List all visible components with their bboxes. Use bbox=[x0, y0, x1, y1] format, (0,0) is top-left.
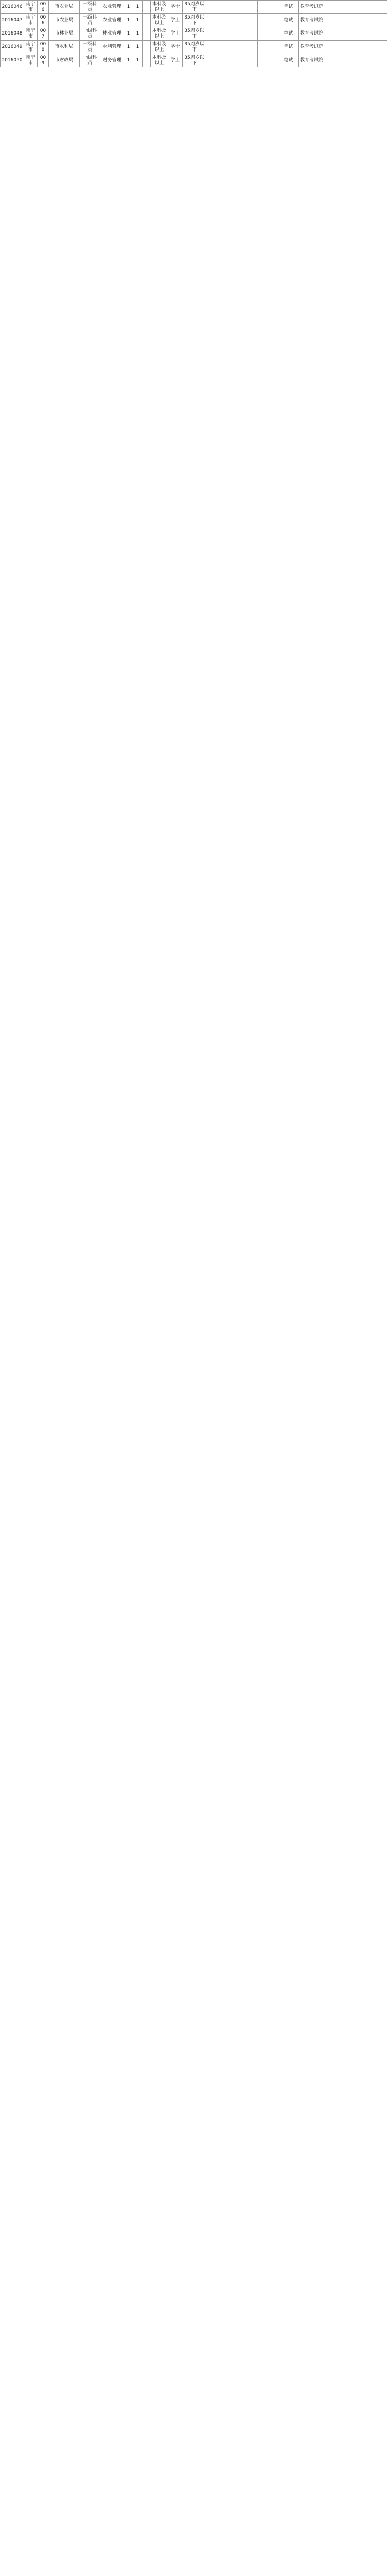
table-cell bbox=[206, 27, 237, 41]
table-cell: 笔试 bbox=[278, 1, 299, 14]
table-cell bbox=[143, 54, 151, 67]
table-cell bbox=[258, 27, 278, 41]
table-cell: 南宁市 bbox=[24, 14, 38, 27]
table-cell: 市农业局 bbox=[49, 14, 80, 27]
table-cell: 本科及以上 bbox=[151, 14, 168, 27]
table-cell: 南宁市 bbox=[24, 54, 38, 67]
table-row bbox=[1, 14, 387, 27]
table-cell: 1 bbox=[133, 41, 143, 54]
table-cell bbox=[237, 14, 258, 27]
table-cell: 1 bbox=[124, 27, 133, 41]
table-cell: 市水利局 bbox=[49, 41, 80, 54]
table-cell: 35周岁以下 bbox=[183, 14, 206, 27]
table-cell: 笔试 bbox=[278, 27, 299, 41]
table-cell: 1 bbox=[133, 1, 143, 14]
table-cell bbox=[206, 54, 237, 67]
table-cell bbox=[237, 1, 258, 14]
table-cell: 一级科员 bbox=[80, 14, 100, 27]
table-cell: 教育考试院 bbox=[299, 27, 387, 41]
table-cell: 水利管理 bbox=[100, 41, 124, 54]
table-cell: 教育考试院 bbox=[299, 41, 387, 54]
table-cell bbox=[143, 14, 151, 27]
table-cell: 1 bbox=[124, 54, 133, 67]
table-cell: 一级科员 bbox=[80, 1, 100, 14]
table-cell: 006 bbox=[38, 14, 49, 27]
table-cell: 学士 bbox=[168, 54, 183, 67]
table-cell: 2016047 bbox=[1, 14, 24, 27]
table-cell: 市林业局 bbox=[49, 27, 80, 41]
table-cell: 1 bbox=[124, 14, 133, 27]
table-cell: 南宁市 bbox=[24, 41, 38, 54]
position-table bbox=[0, 0, 387, 67]
table-cell bbox=[258, 1, 278, 14]
table-cell: 1 bbox=[133, 54, 143, 67]
table-cell bbox=[258, 41, 278, 54]
table-cell: 一级科员 bbox=[80, 54, 100, 67]
table-cell: 一级科员 bbox=[80, 41, 100, 54]
table-cell: 本科及以上 bbox=[151, 1, 168, 14]
table-cell: 1 bbox=[124, 1, 133, 14]
table-cell: 教育考试院 bbox=[299, 54, 387, 67]
table-cell bbox=[258, 54, 278, 67]
table-cell bbox=[143, 27, 151, 41]
table-cell bbox=[237, 27, 258, 41]
table-row bbox=[1, 54, 387, 67]
table-cell: 006 bbox=[38, 1, 49, 14]
table-cell: 35周岁以下 bbox=[183, 1, 206, 14]
table-cell: 学士 bbox=[168, 1, 183, 14]
table-cell: 2016048 bbox=[1, 27, 24, 41]
table-cell bbox=[206, 14, 237, 27]
table-cell: 009 bbox=[38, 54, 49, 67]
table-cell: 2016049 bbox=[1, 41, 24, 54]
table-cell bbox=[143, 1, 151, 14]
table-cell bbox=[258, 14, 278, 27]
table-cell bbox=[237, 54, 258, 67]
table-cell: 2016046 bbox=[1, 1, 24, 14]
table-cell: 笔试 bbox=[278, 54, 299, 67]
table-cell: 一级科员 bbox=[80, 27, 100, 41]
table-cell: 南宁市 bbox=[24, 1, 38, 14]
table-cell: 本科及以上 bbox=[151, 27, 168, 41]
table-cell: 笔试 bbox=[278, 14, 299, 27]
table-cell bbox=[237, 41, 258, 54]
table-row bbox=[1, 41, 387, 54]
table-cell bbox=[206, 41, 237, 54]
table-row bbox=[1, 27, 387, 41]
table-cell: 笔试 bbox=[278, 41, 299, 54]
table-cell: 农业管理 bbox=[100, 1, 124, 14]
table-cell: 008 bbox=[38, 41, 49, 54]
table-cell: 学士 bbox=[168, 14, 183, 27]
table-cell: 35周岁以下 bbox=[183, 41, 206, 54]
table-cell bbox=[143, 41, 151, 54]
table-cell: 教育考试院 bbox=[299, 1, 387, 14]
table-cell: 1 bbox=[124, 41, 133, 54]
table-cell: 市农业局 bbox=[49, 1, 80, 14]
table-cell: 本科及以上 bbox=[151, 41, 168, 54]
table-cell: 林业管理 bbox=[100, 27, 124, 41]
table-cell: 2016050 bbox=[1, 54, 24, 67]
table-cell: 35周岁以下 bbox=[183, 27, 206, 41]
table-cell: 南宁市 bbox=[24, 27, 38, 41]
table-row bbox=[1, 1, 387, 14]
table-cell: 市财政局 bbox=[49, 54, 80, 67]
table-cell: 教育考试院 bbox=[299, 14, 387, 27]
table-cell: 1 bbox=[133, 14, 143, 27]
table-cell: 学士 bbox=[168, 27, 183, 41]
table-cell: 本科及以上 bbox=[151, 54, 168, 67]
table-cell: 学士 bbox=[168, 41, 183, 54]
table-cell bbox=[206, 1, 237, 14]
table-cell: 35周岁以下 bbox=[183, 54, 206, 67]
table-cell: 007 bbox=[38, 27, 49, 41]
table-cell: 1 bbox=[133, 27, 143, 41]
table-cell: 农业管理 bbox=[100, 14, 124, 27]
table-cell: 财务管理 bbox=[100, 54, 124, 67]
